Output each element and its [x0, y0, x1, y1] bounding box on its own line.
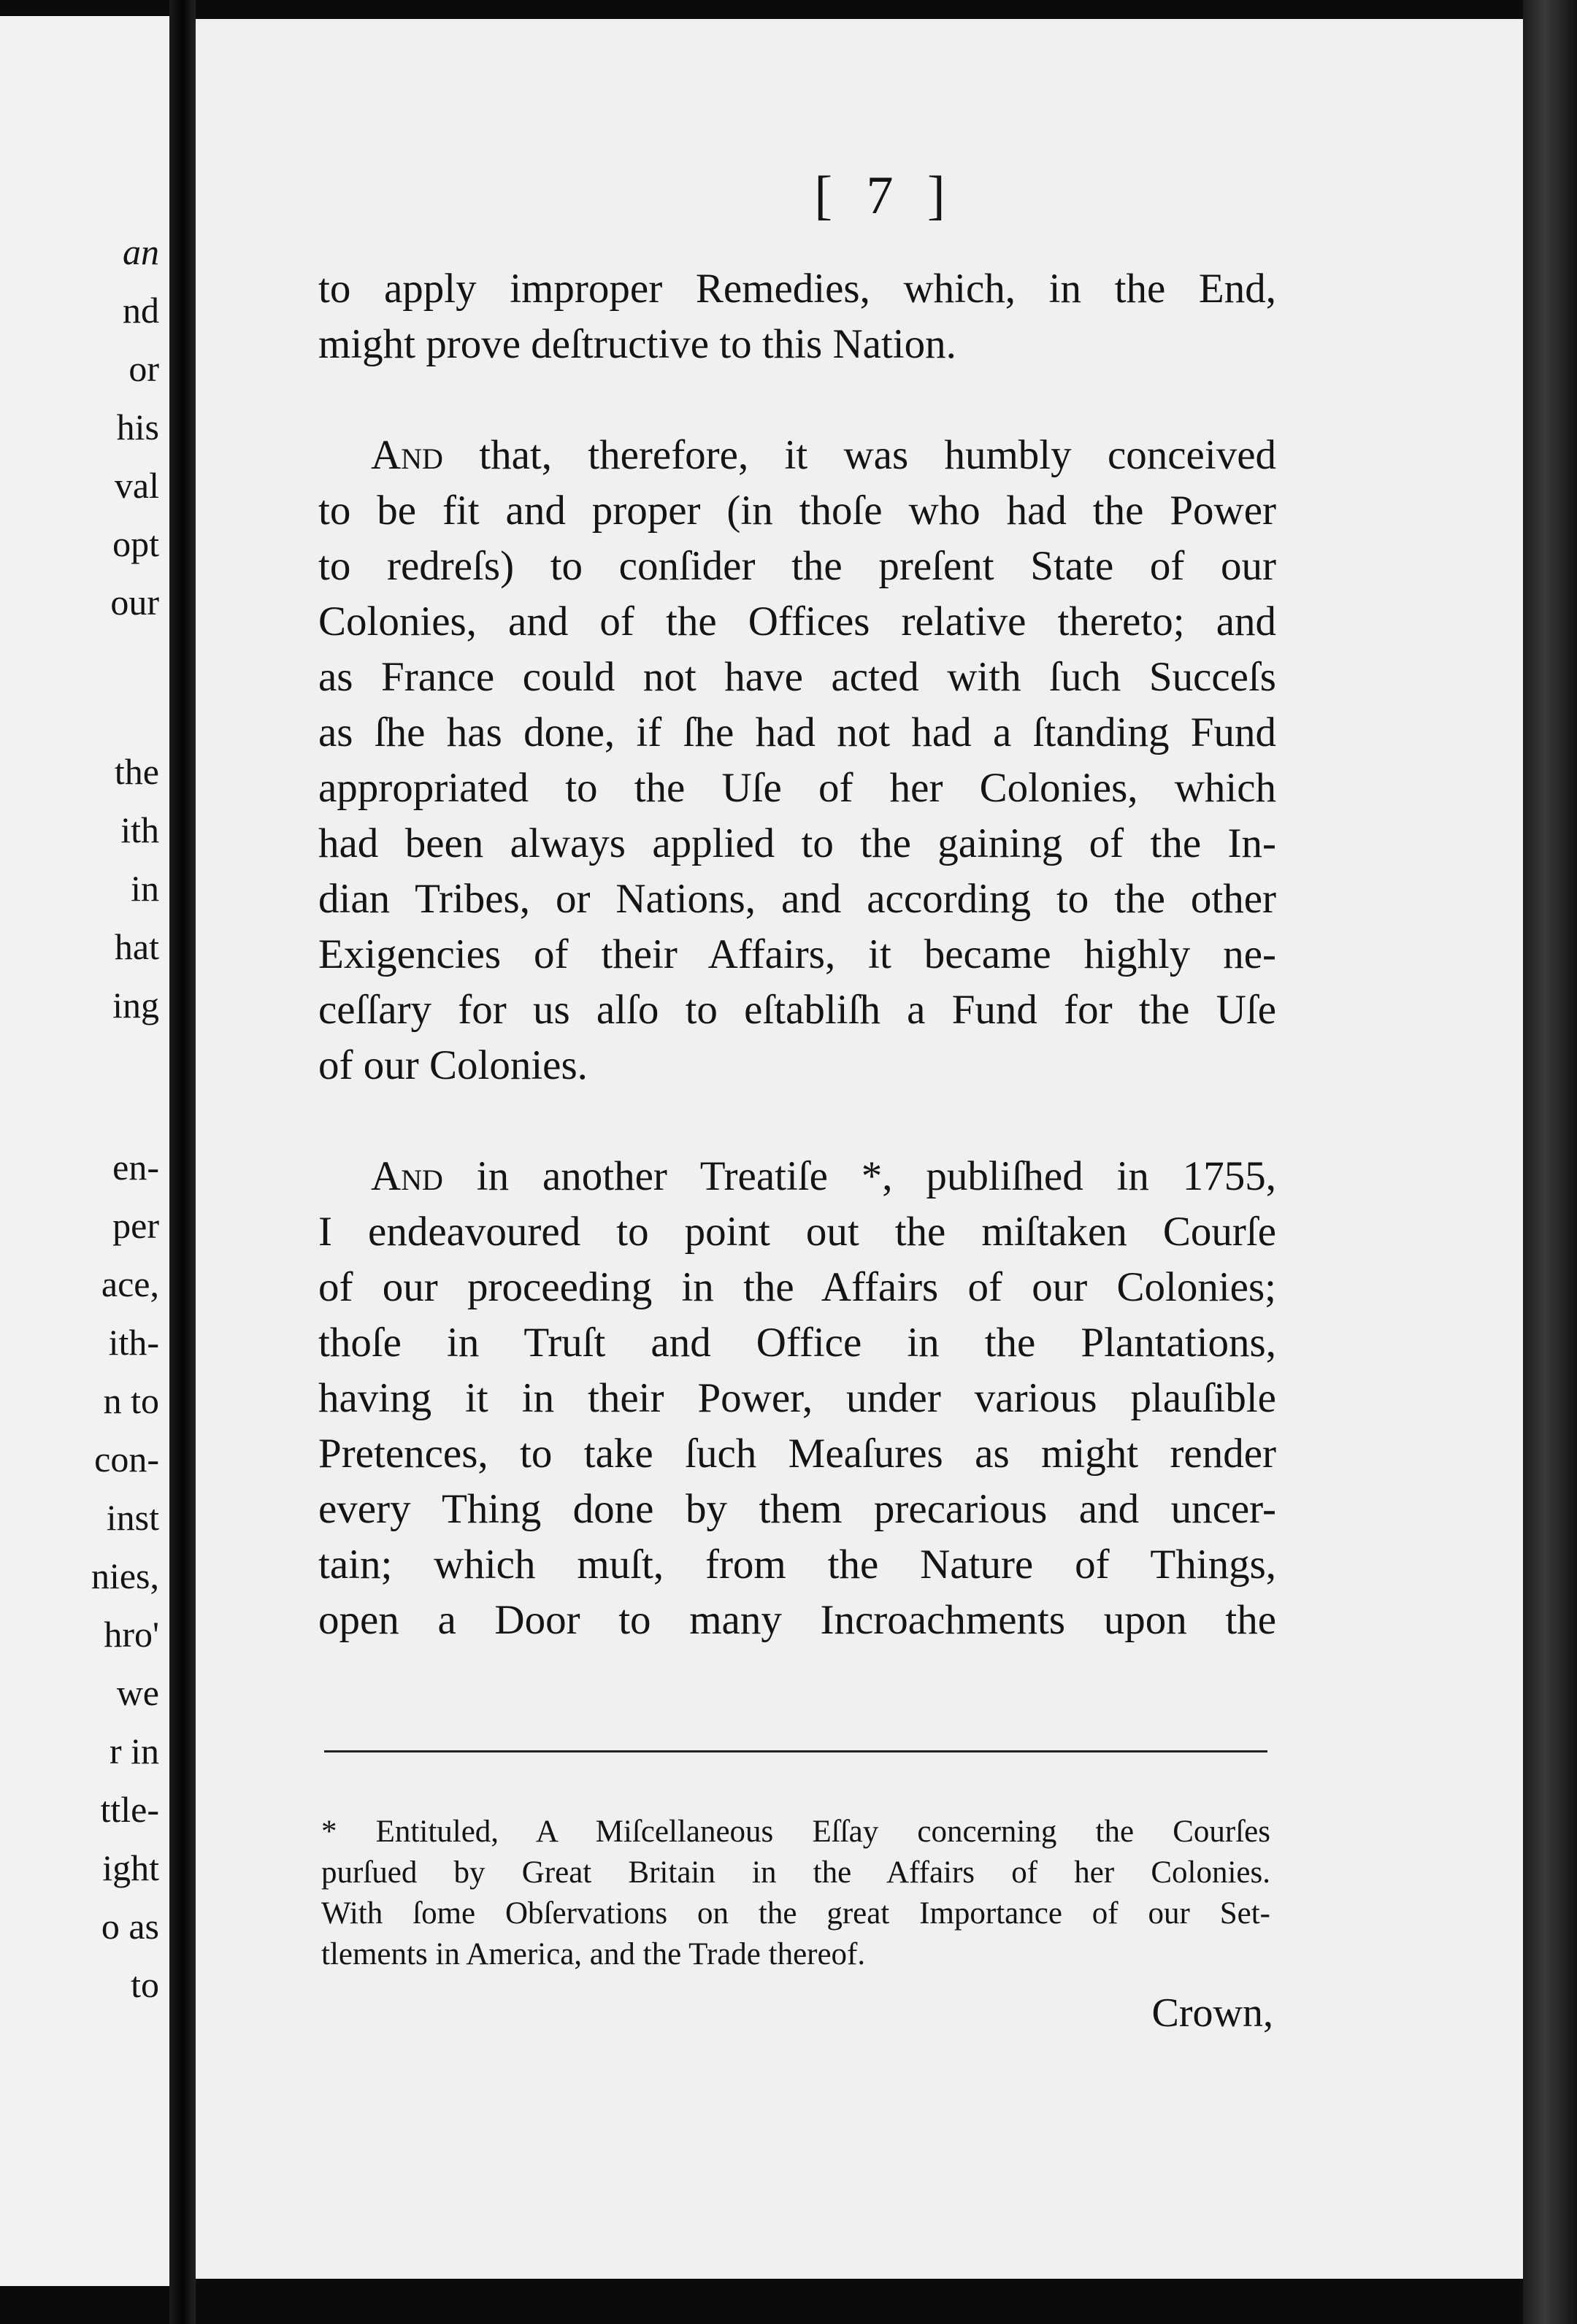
text-line: appropriated to the Uſe of her Colonies, which [318, 765, 1276, 811]
text-line: as ſhe has done, if ſhe had not had a ſtanding Fund [318, 709, 1276, 755]
left-page-fragment: n to [103, 1380, 159, 1421]
left-page-fragment: the [114, 751, 159, 792]
footnote-line: purſued by Great Britain in the Affairs of her Colonies. [321, 1855, 1270, 1890]
paragraph-lead: And [371, 1153, 443, 1199]
left-page-fragment: or [128, 348, 159, 389]
left-page-fragment: ith- [108, 1322, 159, 1363]
text-line: might prove deſtructive to this Nation. [318, 321, 956, 367]
left-page-fragment: an [123, 231, 159, 272]
page-number: [ 7 ] [814, 166, 956, 226]
left-page-fragment: ttle- [100, 1789, 159, 1830]
catchword: Crown, [1151, 1990, 1273, 2036]
left-page-fragment: to [131, 1964, 159, 2005]
text-line: I endeavoured to point out the miſtaken Courſe [318, 1209, 1276, 1255]
text-line: had been always applied to the gaining of the In- [318, 820, 1276, 866]
text-line: ceſſary for us alſo to eſtabliſh a Fund for the Uſe [318, 987, 1276, 1033]
text-line: to apply improper Remedies, which, in the End, [318, 266, 1276, 312]
text-line: tain; which muſt, from the Nature of Things, [318, 1542, 1276, 1588]
body-text [318, 261, 1276, 1704]
footnote-line: With ſome Obſervations on the great Importance of our Set- [321, 1896, 1270, 1931]
text-line: And that, therefore, it was humbly conceived [371, 432, 1276, 478]
left-page-fragment: o as [101, 1906, 159, 1947]
text-line: Pretences, to take ſuch Meaſures as might render [318, 1431, 1276, 1477]
text-line: to redreſs) to conſider the preſent State of our [318, 543, 1276, 589]
footnote [321, 1812, 1270, 1975]
left-page-fragment: we [116, 1672, 159, 1713]
left-page-fragment: hat [114, 926, 159, 967]
book-gutter [169, 0, 196, 2324]
left-page-fragment: r in [109, 1731, 159, 1771]
left-page-fragment: opt [112, 523, 159, 564]
left-page-fragment: ing [112, 985, 159, 1026]
text-line: every Thing done by them precarious and uncer- [318, 1486, 1276, 1532]
left-page-fragment: con- [94, 1439, 159, 1480]
footnote-line: * Entituled, A Miſcellaneous Eſſay concerning the Courſes [321, 1815, 1270, 1849]
paragraph-lead: And [371, 432, 443, 478]
left-page-fragment: hro' [104, 1614, 159, 1655]
text-line: And in another Treatiſe *, publiſhed in 1755, [371, 1153, 1276, 1199]
text-line: of our proceeding in the Affairs of our Colonies; [318, 1264, 1276, 1310]
footnote-rule [324, 1750, 1267, 1752]
left-page-fragment: per [112, 1205, 159, 1246]
paragraph-3 [318, 1149, 1276, 1648]
paragraph-1 [318, 261, 1276, 372]
left-page-fragment: nies, [91, 1555, 159, 1596]
left-page-fragment: nd [123, 290, 159, 331]
left-page-fragment: inst [106, 1497, 159, 1538]
book-page [196, 19, 1523, 2279]
footnote-line: tlements in America, and the Trade thereof. [321, 1937, 866, 1971]
text-line: thoſe in Truſt and Office in the Plantations, [318, 1320, 1276, 1366]
left-page-fragment: ace, [101, 1263, 159, 1304]
text-line: Colonies, and of the Offices relative thereto; and [318, 599, 1276, 645]
text-line: as France could not have acted with ſuch Succeſs [318, 654, 1276, 700]
left-page-fragment: in [131, 868, 159, 909]
left-page-fragment: ith [120, 809, 159, 850]
text-line: having it in their Power, under various plauſible [318, 1375, 1276, 1421]
text-line: to be fit and proper (in thoſe who had the Power [318, 488, 1276, 534]
left-page-fragment: ight [102, 1847, 159, 1888]
paragraph-2 [318, 428, 1276, 1093]
left-page-fragment: en- [112, 1147, 159, 1188]
text-line: Exigencies of their Affairs, it became highly ne- [318, 931, 1276, 977]
book-edge [1523, 0, 1577, 2324]
left-page-fragment: his [116, 407, 159, 447]
text-line: open a Door to many Incroachments upon the [318, 1597, 1276, 1643]
left-facing-page [0, 16, 169, 2286]
text-line: of our Colonies. [318, 1042, 588, 1088]
left-page-fragment: our [110, 582, 159, 623]
text-line: dian Tribes, or Nations, and according to the other [318, 876, 1276, 922]
left-page-fragment: val [114, 465, 159, 506]
